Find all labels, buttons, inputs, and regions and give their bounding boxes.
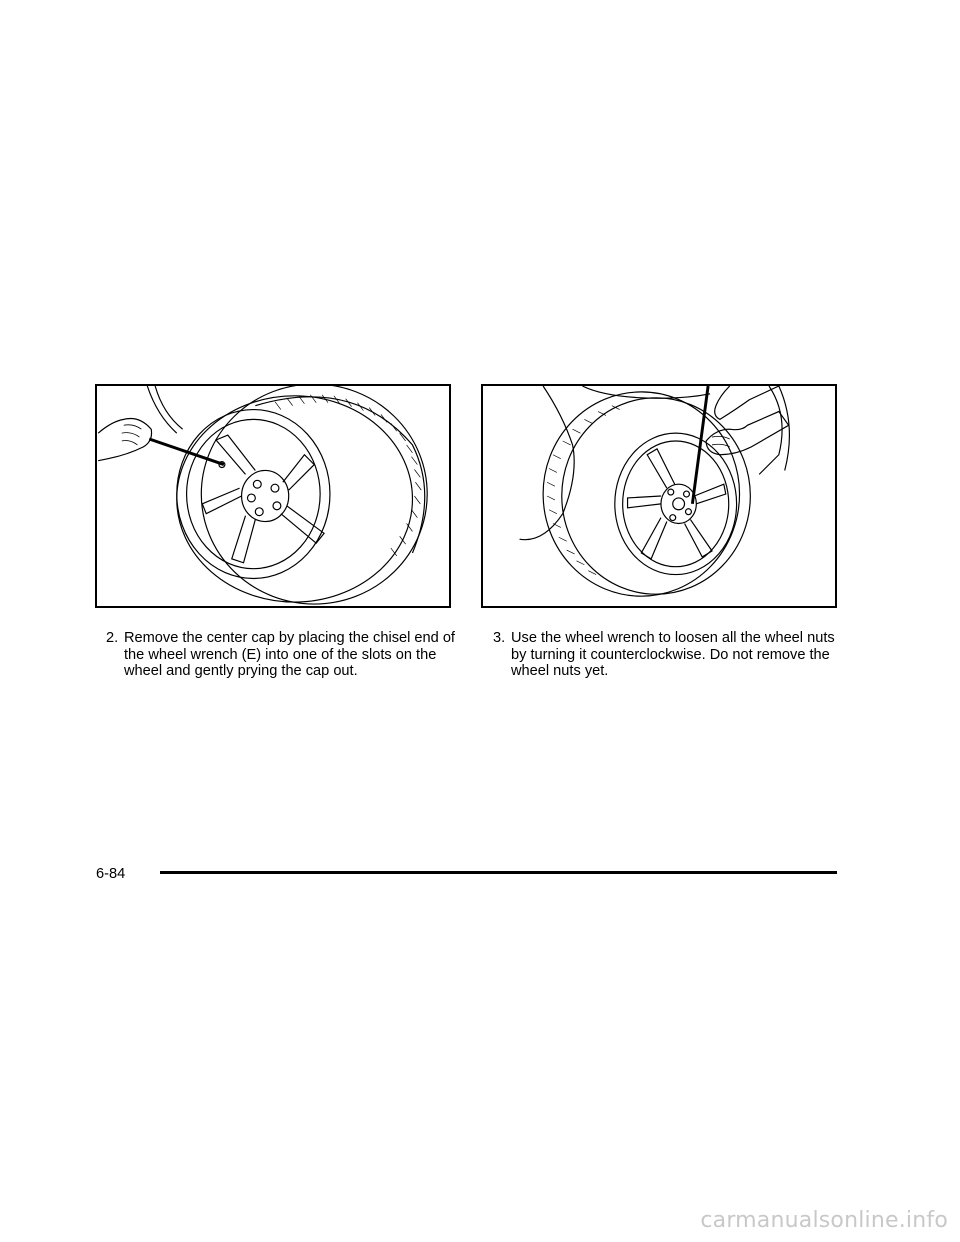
- step-number: 2.: [106, 630, 119, 646]
- step-2-instruction: [100, 630, 460, 680]
- remove-center-cap-illustration: [95, 384, 451, 608]
- page-number: 6-84: [96, 866, 126, 882]
- loosen-wheel-nuts-illustration: [481, 384, 837, 608]
- step-3-instruction: [487, 630, 847, 680]
- footer-rule: [160, 871, 837, 874]
- step-text: Use the wheel wrench to loosen all the wheel nuts by turning it counterclockwise. Do not remove the wheel nuts yet.: [511, 630, 835, 680]
- watermark: carmanualsonline.info: [700, 1208, 948, 1233]
- step-number: 3.: [493, 630, 506, 646]
- step-text: Remove the center cap by placing the chisel end of the wheel wrench (E) into one of the slots on the wheel and gently prying the cap out.: [124, 630, 455, 680]
